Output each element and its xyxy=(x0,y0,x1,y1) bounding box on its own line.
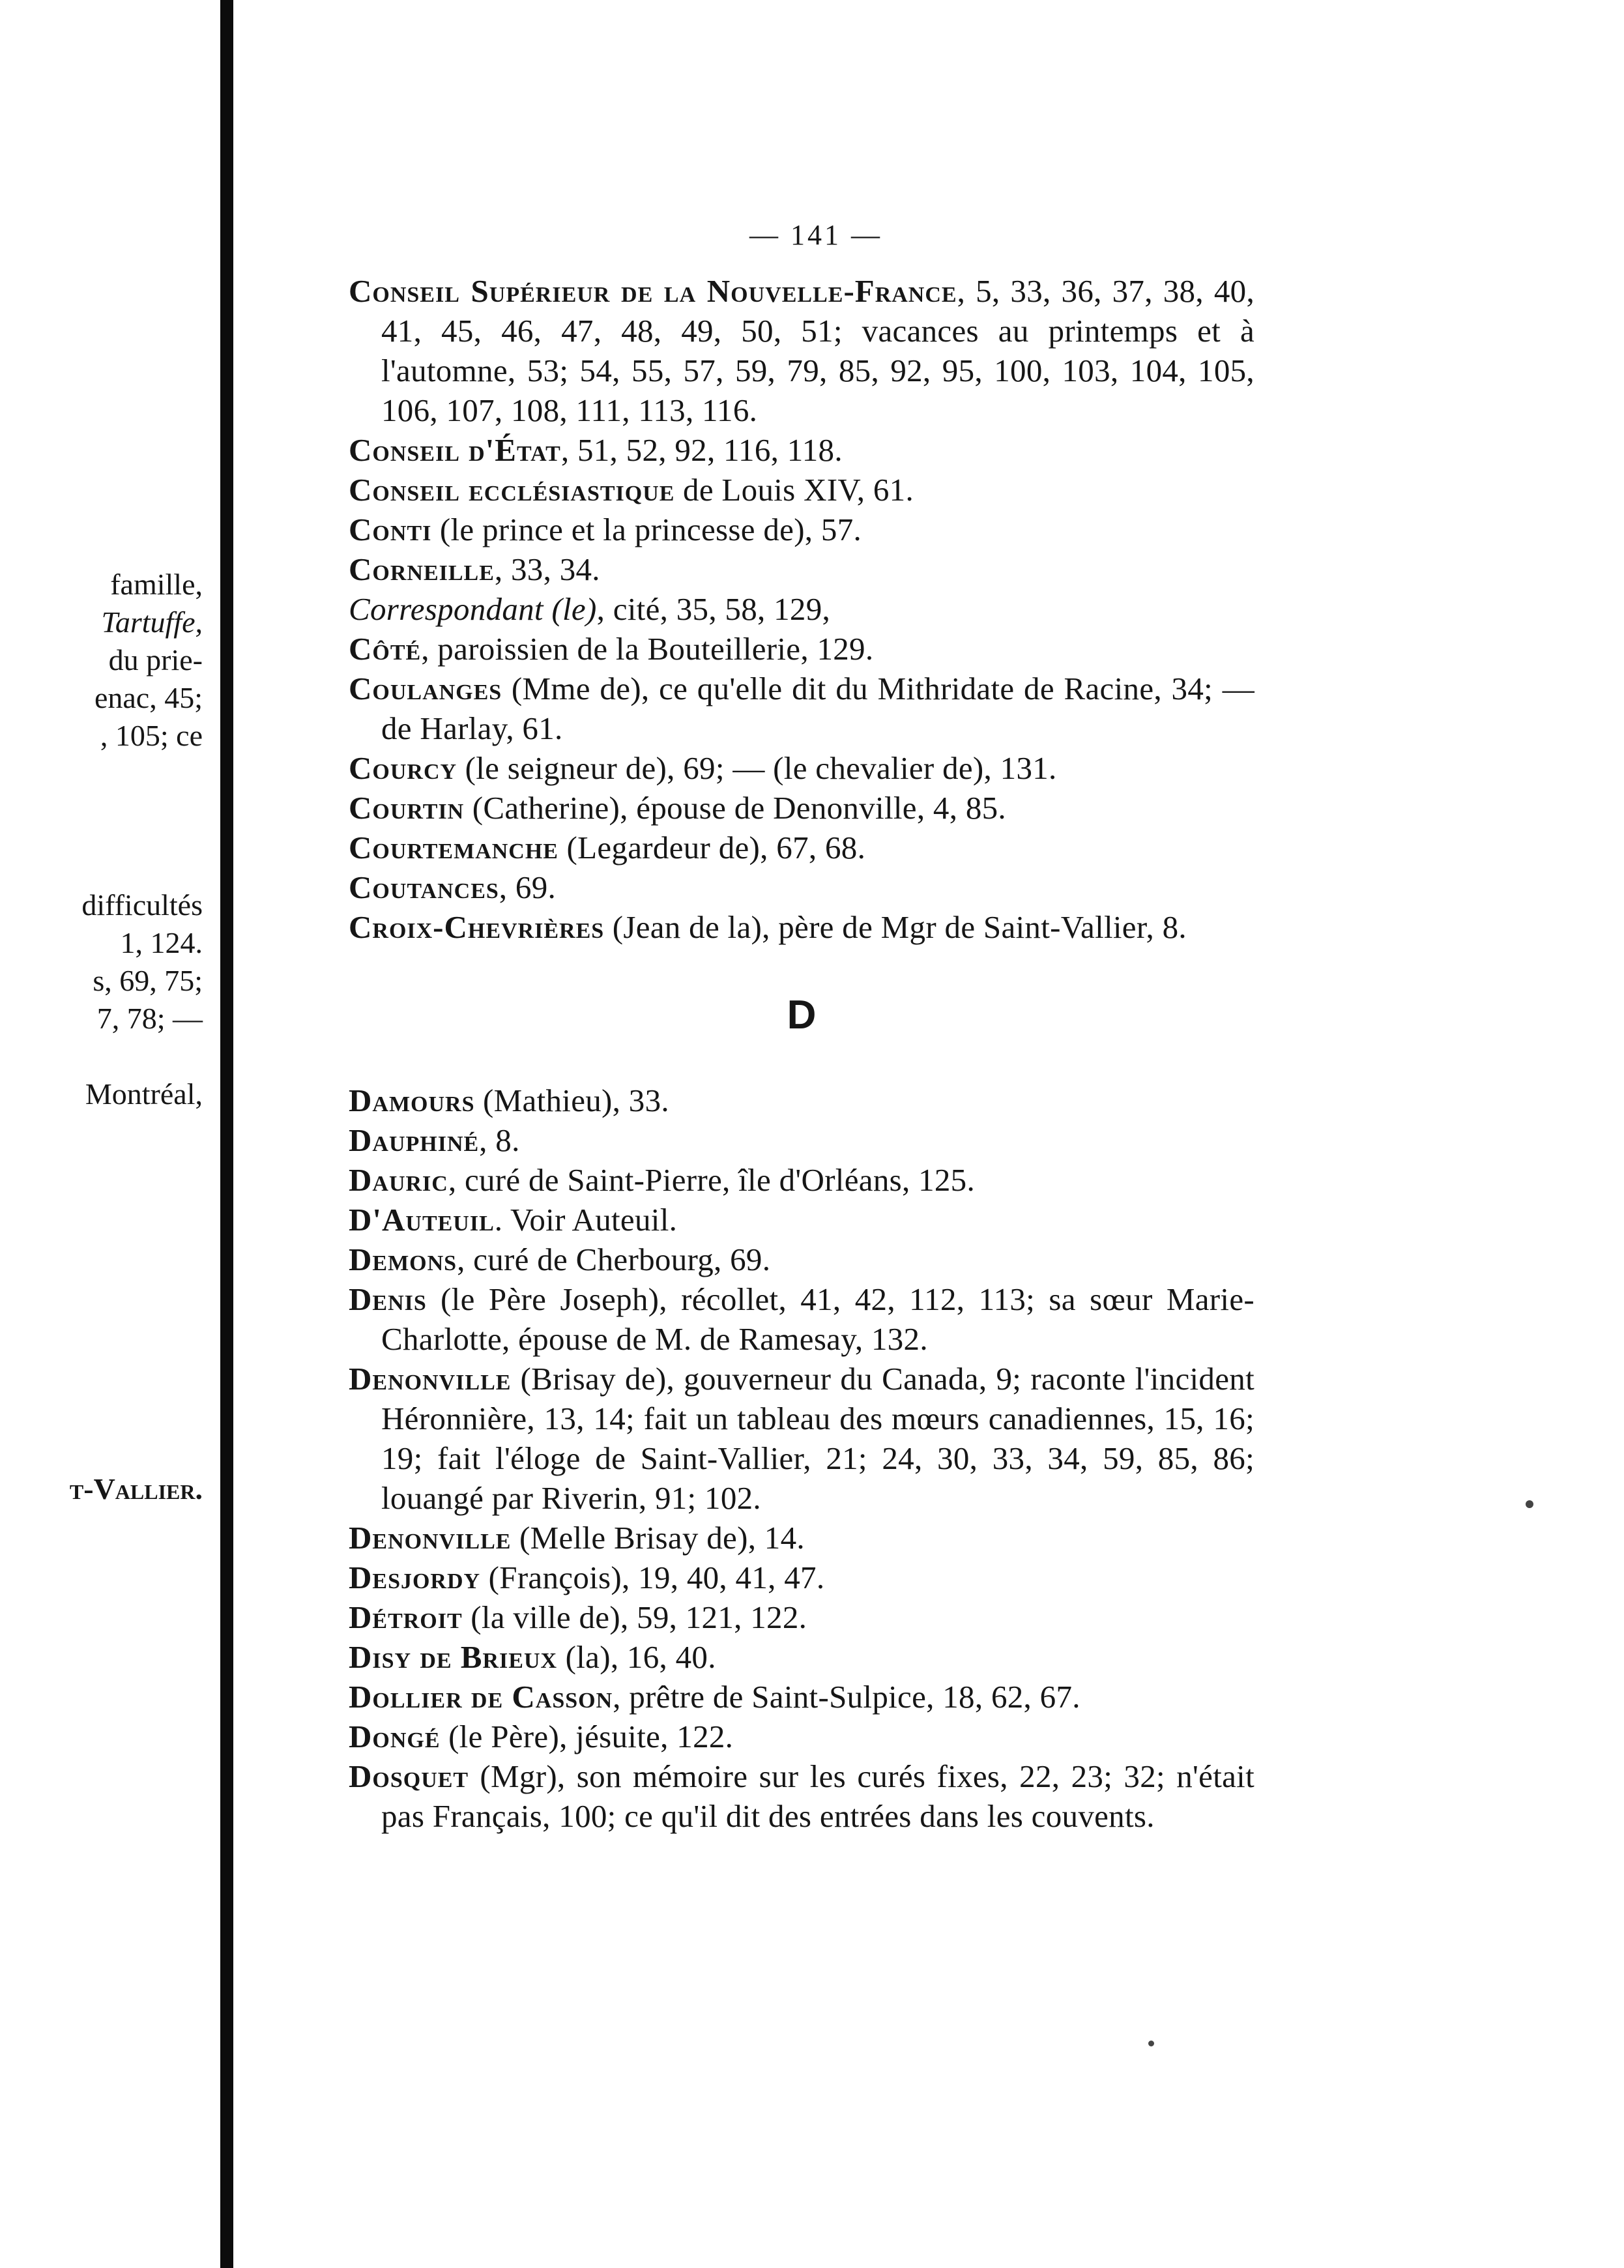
page-number: — 141 — xyxy=(749,219,882,251)
entry-text: , paroissien de la Bouteillerie, 129. xyxy=(421,631,874,667)
entry-text: (la), 16, 40. xyxy=(557,1639,716,1675)
index-entry xyxy=(349,1081,1254,1120)
gutter-divider xyxy=(220,0,233,2268)
facing-page-line: du prie- xyxy=(108,643,203,676)
entry-heading: Demons xyxy=(349,1242,457,1277)
index-column xyxy=(349,271,1254,1836)
facing-page-line: s, 69, 75; xyxy=(93,964,203,997)
entry-text: (le seigneur de), 69; — (le chevalier de), 131. xyxy=(457,750,1057,786)
index-entry xyxy=(349,1597,1254,1637)
entry-text: , 51, 52, 92, 116, 118. xyxy=(560,432,843,468)
section-letter: D xyxy=(787,993,817,1038)
index-entry xyxy=(349,867,1254,907)
entry-text: (Legardeur de), 67, 68. xyxy=(558,830,866,865)
entry-heading: Conseil Supérieur de la Nouvelle-France xyxy=(349,273,957,309)
entry-text: , 5, 33, 36, 37, 38, 40, 41, 45, 46, 47, 48, 49, 50, 51; vacances au printemps et à l'automne, 53; 54, 55, 57, 59, 79, 85, 92, 95, 100, 103, 104, 105, 106, 107, 108, 111, 113, 116. xyxy=(381,273,1254,428)
index-entry xyxy=(349,788,1254,828)
index-entry xyxy=(349,589,1254,629)
index-entry xyxy=(349,1200,1254,1240)
index-entry xyxy=(349,1120,1254,1160)
entry-heading: Denonville xyxy=(349,1520,512,1556)
index-entry xyxy=(349,907,1254,947)
entry-text: (Brisay de), gouverneur du Canada, 9; raconte l'incident Héronnière, 13, 14; fait un tableau des mœurs canadiennes, 15, 16; 19; fait l'éloge de Saint-Vallier, 21; 24, 30, 33, 34, 59, 85, 86; louangé par Riverin, 91; 102. xyxy=(381,1361,1254,1516)
index-entry xyxy=(349,1677,1254,1717)
index-entry xyxy=(349,470,1254,510)
entry-text: (la ville de), 59, 121, 122. xyxy=(462,1599,807,1635)
entry-text: (François), 19, 40, 41, 47. xyxy=(480,1560,825,1595)
entry-text: (Mme de), ce qu'elle dit du Mithridate de Racine, 34; — de Harlay, 61. xyxy=(381,671,1254,746)
entry-heading: Courcy xyxy=(349,750,457,786)
entry-text: (Jean de la), père de Mgr de Saint-Vallier, 8. xyxy=(604,909,1187,945)
facing-page-fragment xyxy=(0,0,212,2268)
index-entry xyxy=(349,1240,1254,1279)
entry-text: (Mgr), son mémoire sur les curés fixes, 22, 23; 32; n'était pas Français, 100; ce qu'il dit des entrées dans les couvents. xyxy=(381,1758,1254,1834)
facing-page-line: , 105; ce xyxy=(100,719,203,752)
facing-page-line: difficultés xyxy=(81,888,203,922)
index-entry xyxy=(349,669,1254,748)
facing-page-line: famille, xyxy=(110,568,203,601)
facing-page-line: enac, 45; xyxy=(94,681,203,714)
entry-heading: Coulanges xyxy=(349,671,502,706)
print-speck xyxy=(1526,1500,1533,1508)
entry-text: (le Père), jésuite, 122. xyxy=(440,1719,734,1754)
entry-heading: Disy de Brieux xyxy=(349,1639,558,1675)
index-entry xyxy=(349,1359,1254,1518)
entry-heading: Dosquet xyxy=(349,1758,469,1794)
index-entry xyxy=(349,1518,1254,1558)
entry-heading: Coutances xyxy=(349,869,499,905)
index-entry xyxy=(349,748,1254,788)
index-entry xyxy=(349,430,1254,470)
entry-heading: Correspondant (le) xyxy=(349,591,597,627)
entry-heading: Dollier de Casson xyxy=(349,1679,613,1715)
entry-text: , prêtre de Saint-Sulpice, 18, 62, 67. xyxy=(613,1679,1080,1715)
entry-text: (Melle Brisay de), 14. xyxy=(511,1520,805,1556)
entry-heading: Denis xyxy=(349,1281,427,1317)
print-speck xyxy=(1148,2041,1154,2046)
index-entry xyxy=(349,1160,1254,1200)
facing-page-line: Montréal, xyxy=(85,1077,203,1111)
facing-page-line: 1, 124. xyxy=(120,926,203,959)
index-entry xyxy=(349,510,1254,549)
index-entry xyxy=(349,1637,1254,1677)
entry-heading: Détroit xyxy=(349,1599,463,1635)
entry-heading: Dongé xyxy=(349,1719,441,1754)
facing-page-line: t-Vallier. xyxy=(69,1472,203,1505)
entry-heading: Courtemanche xyxy=(349,830,558,865)
entry-text: , curé de Saint-Pierre, île d'Orléans, 125. xyxy=(448,1162,976,1198)
entry-text: (Catherine), épouse de Denonville, 4, 85. xyxy=(464,790,1006,826)
entry-text: (le Père Joseph), récollet, 41, 42, 112, 113; sa sœur Marie-Charlotte, épouse de M. de Ramesay, 132. xyxy=(381,1281,1254,1357)
index-entry xyxy=(349,271,1254,430)
entry-text: , 69. xyxy=(499,869,557,905)
entry-heading: Denonville xyxy=(349,1361,512,1397)
entry-text: , cité, 35, 58, 129, xyxy=(596,591,831,627)
index-entry xyxy=(349,828,1254,867)
entry-heading: D'Auteuil xyxy=(349,1202,495,1238)
entry-text: (Mathieu), 33. xyxy=(474,1083,669,1118)
index-entry xyxy=(349,1558,1254,1597)
entry-text: , 8. xyxy=(479,1122,520,1158)
entry-heading: Conti xyxy=(349,512,432,547)
entry-heading: Courtin xyxy=(349,790,465,826)
index-entry xyxy=(349,1756,1254,1836)
index-entry xyxy=(349,549,1254,589)
entry-text: , 33, 34. xyxy=(494,551,600,587)
entry-heading: Côté xyxy=(349,631,422,667)
entry-heading: Dauric xyxy=(349,1162,448,1198)
index-entry xyxy=(349,1717,1254,1756)
facing-page-line: Tartuffe, xyxy=(101,605,203,639)
entry-heading: Conseil ecclésiastique xyxy=(349,472,675,508)
entry-heading: Corneille xyxy=(349,551,495,587)
entry-text: . Voir Auteuil. xyxy=(494,1202,678,1238)
index-entry xyxy=(349,629,1254,669)
entry-text: de Louis XIV, 61. xyxy=(674,472,914,508)
entry-text: (le prince et la princesse de), 57. xyxy=(431,512,862,547)
index-entry xyxy=(349,1279,1254,1359)
entry-text: , curé de Cherbourg, 69. xyxy=(457,1242,771,1277)
entry-heading: Dauphiné xyxy=(349,1122,480,1158)
entry-heading: Desjordy xyxy=(349,1560,481,1595)
entry-heading: Damours xyxy=(349,1083,475,1118)
facing-page-line: 7, 78; — xyxy=(96,1002,203,1035)
entry-heading: Conseil d'État xyxy=(349,432,561,468)
entry-heading: Croix-Chevrières xyxy=(349,909,605,945)
